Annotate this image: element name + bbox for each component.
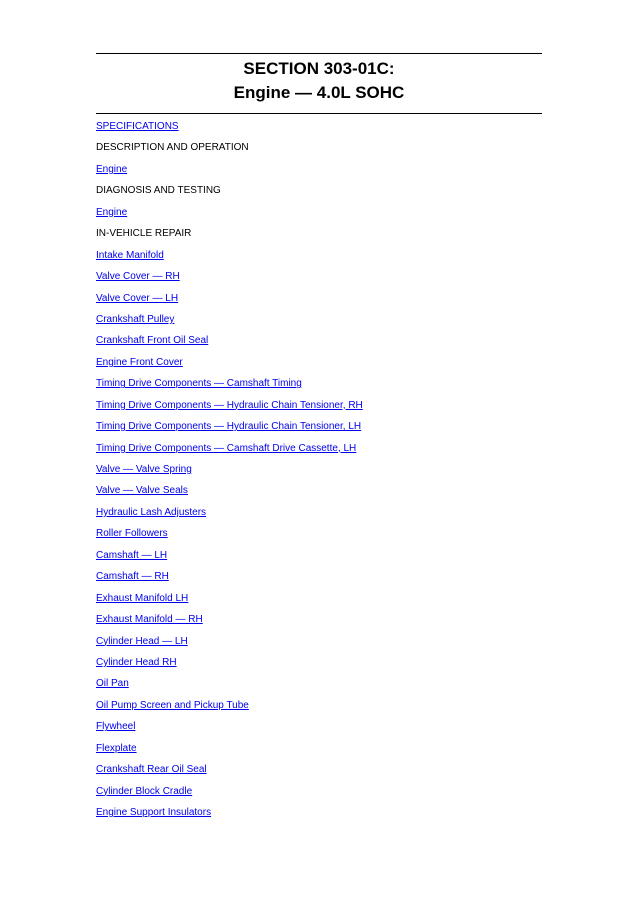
- toc-link[interactable]: Intake Manifold: [96, 249, 164, 261]
- toc-link-item[interactable]: [96, 631, 363, 652]
- toc-link-item[interactable]: [96, 523, 363, 544]
- toc-link-item[interactable]: [96, 502, 363, 523]
- toc-link[interactable]: Cylinder Head — LH: [96, 635, 188, 647]
- toc-link[interactable]: Timing Drive Components — Hydraulic Chain Tensioner, LH: [96, 421, 362, 433]
- toc-link[interactable]: Cylinder Block Cradle: [96, 785, 193, 797]
- toc-heading: IN-VEHICLE REPAIR: [96, 228, 192, 240]
- toc-link[interactable]: Engine: [96, 163, 128, 175]
- toc-link-item[interactable]: [96, 352, 363, 373]
- toc-link-item[interactable]: [96, 609, 363, 630]
- toc-link[interactable]: Flywheel: [96, 721, 136, 733]
- toc-link-item[interactable]: [96, 802, 363, 823]
- toc-link-item[interactable]: [96, 716, 363, 737]
- header-bottom-rule: [96, 113, 542, 114]
- section-title: [96, 57, 542, 105]
- toc-link-item[interactable]: [96, 288, 363, 309]
- toc-link-item[interactable]: [96, 566, 363, 587]
- toc-heading-item: [96, 180, 363, 201]
- toc-link-item[interactable]: [96, 695, 363, 716]
- toc-link[interactable]: Exhaust Manifold LH: [96, 592, 189, 604]
- toc-link-item[interactable]: [96, 416, 363, 437]
- toc-link[interactable]: SPECIFICATIONS: [96, 121, 179, 132]
- toc-link-item[interactable]: [96, 330, 363, 351]
- toc-link[interactable]: Crankshaft Rear Oil Seal: [96, 764, 207, 776]
- toc-link-item[interactable]: [96, 309, 363, 330]
- toc-link[interactable]: Crankshaft Front Oil Seal: [96, 335, 209, 347]
- toc-link[interactable]: Oil Pump Screen and Pickup Tube: [96, 699, 249, 711]
- toc-link-item[interactable]: [96, 673, 363, 694]
- section-title-line-2: Engine — 4.0L SOHC: [233, 83, 405, 102]
- toc-link-item[interactable]: [96, 116, 363, 137]
- toc-link[interactable]: Engine Front Cover: [96, 356, 183, 368]
- toc-link-item[interactable]: [96, 202, 363, 223]
- toc-link[interactable]: Timing Drive Components — Camshaft Timing: [96, 378, 302, 390]
- toc-link[interactable]: Valve Cover — RH: [96, 271, 180, 283]
- toc-link[interactable]: Cylinder Head RH: [96, 656, 177, 668]
- toc-link[interactable]: Flexplate: [96, 742, 137, 754]
- toc-heading: DESCRIPTION AND OPERATION: [96, 142, 249, 154]
- toc-link-item[interactable]: [96, 588, 363, 609]
- toc-link[interactable]: Hydraulic Lash Adjusters: [96, 506, 207, 518]
- toc-link-item[interactable]: [96, 459, 363, 480]
- toc-link-item[interactable]: [96, 759, 363, 780]
- toc-link[interactable]: Exhaust Manifold — RH: [96, 614, 203, 626]
- toc-link[interactable]: Engine: [96, 206, 128, 218]
- table-of-contents: [96, 116, 363, 823]
- toc-link[interactable]: Valve Cover — LH: [96, 292, 179, 304]
- header-top-rule: [96, 53, 542, 54]
- toc-link-item[interactable]: [96, 652, 363, 673]
- toc-link[interactable]: Timing Drive Components — Camshaft Drive Cassette, LH: [96, 442, 357, 454]
- toc-heading-item: [96, 137, 363, 158]
- toc-link[interactable]: Engine Support Insulators: [96, 807, 212, 818]
- toc-link-item[interactable]: [96, 545, 363, 566]
- toc-link[interactable]: Camshaft — LH: [96, 549, 168, 561]
- section-title-line-1: SECTION 303-01C:: [243, 59, 395, 78]
- toc-link-item[interactable]: [96, 395, 363, 416]
- toc-link-item[interactable]: [96, 266, 363, 287]
- toc-link[interactable]: Camshaft — RH: [96, 571, 169, 583]
- toc-heading-item: [96, 223, 363, 244]
- toc-link-item[interactable]: [96, 373, 363, 394]
- toc-link-item[interactable]: [96, 245, 363, 266]
- toc-link[interactable]: Oil Pan: [96, 678, 129, 690]
- toc-link-item[interactable]: [96, 438, 363, 459]
- toc-link-item[interactable]: [96, 781, 363, 802]
- toc-link[interactable]: Crankshaft Pulley: [96, 313, 175, 325]
- toc-link[interactable]: Roller Followers: [96, 528, 168, 540]
- toc-link[interactable]: Timing Drive Components — Hydraulic Chain Tensioner, RH: [96, 399, 363, 411]
- toc-link-item[interactable]: [96, 159, 363, 180]
- toc-link[interactable]: Valve — Valve Spring: [96, 464, 192, 475]
- toc-link-item[interactable]: [96, 738, 363, 759]
- toc-link[interactable]: Valve — Valve Seals: [96, 485, 188, 497]
- toc-link-item[interactable]: [96, 480, 363, 501]
- toc-heading: DIAGNOSIS AND TESTING: [96, 185, 221, 197]
